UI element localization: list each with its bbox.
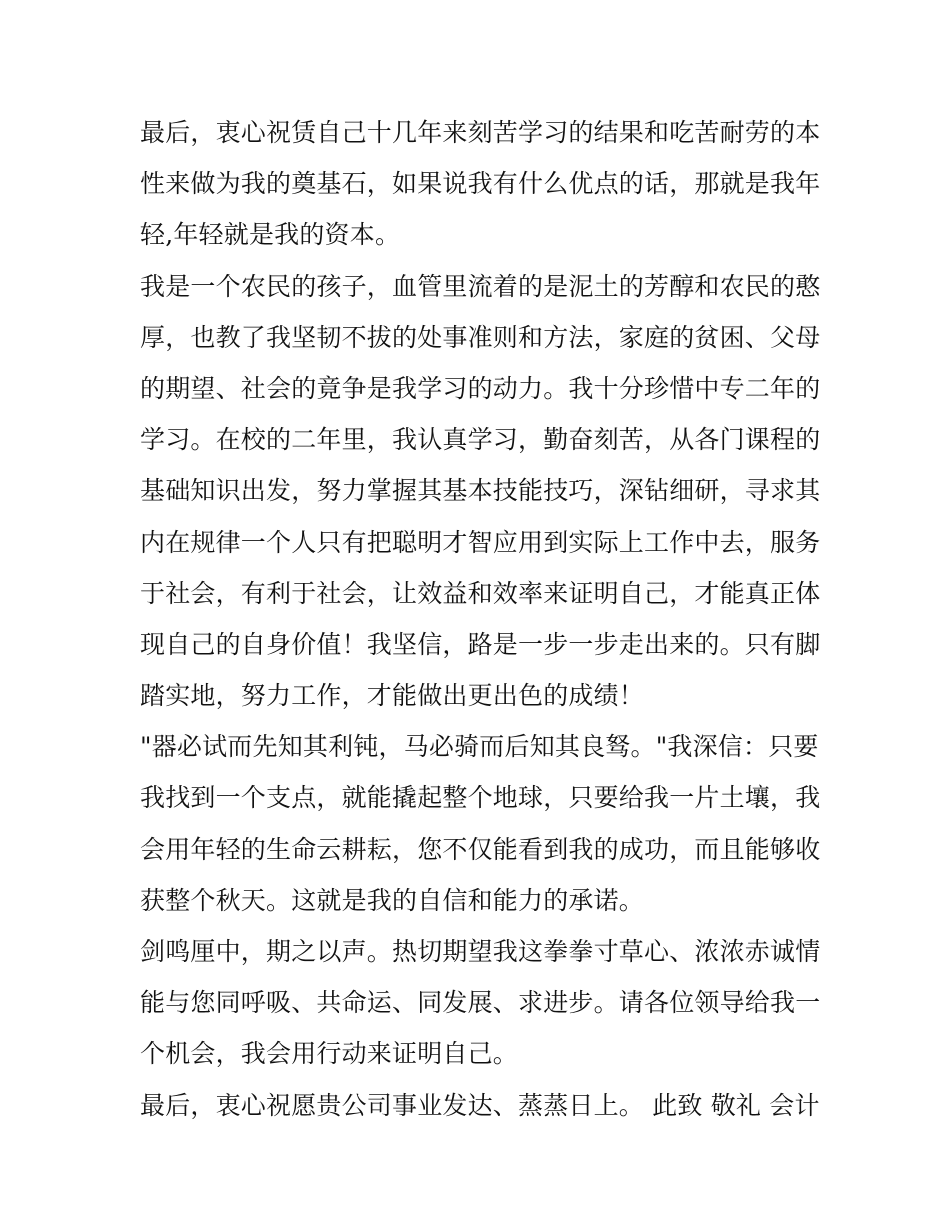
text-line: 内在规律一个人只有把聪明才智应用到实际上工作中去，服务 (140, 527, 821, 557)
text-line: 学习。在校的二年里，我认真学习，勤奋刻苦，从各门课程的 (140, 425, 821, 455)
text-line: "器必试而先知其利钝，马必骑而后知其良驽。"我深信：只要 (140, 732, 819, 762)
text-line: 我找到一个支点，就能撬起整个地球，只要给我一片土壤，我 (140, 783, 821, 813)
text-line: 会用年轻的生命云耕耘，您不仅能看到我的成功，而且能够收 (140, 834, 821, 864)
document-body (140, 107, 820, 1131)
text-line: 厚，也教了我坚韧不拔的处事准则和方法，家庭的贫困、父母 (140, 322, 821, 352)
text-line: 能与您同呼吸、共命运、同发展、求进步。请各位领导给我一 (140, 988, 821, 1018)
text-line: 剑鸣厘中，期之以声。热切期望我这拳拳寸草心、浓浓赤诚情 (140, 937, 821, 966)
text-line: 轻,年轻就是我的资本。 (140, 220, 401, 250)
text-line: 性来做为我的奠基石，如果说我有什么优点的话，那就是我年 (140, 169, 821, 199)
text-line: 的期望、社会的竟争是我学习的动力。我十分珍惜中专二年的 (140, 373, 821, 403)
text-line: 我是一个农民的孩子，血管里流着的是泥土的芳醇和农民的憨 (140, 271, 821, 301)
text-line: 最后，衷心祝愿贵公司事业发达、蒸蒸日上。 此致 敬礼 会计 (140, 1090, 820, 1120)
text-line: 获整个秋天。这就是我的自信和能力的承诺。 (140, 885, 645, 915)
text-line: 个机会，我会用行动来证明自己。 (140, 1039, 519, 1069)
text-line: 踏实地，努力工作，才能做出更出色的成绩！ (140, 681, 645, 711)
text-line: 现自己的自身价值！我坚信，路是一步一步走出来的。只有脚 (140, 629, 821, 659)
text-line: 最后，衷心祝赁自己十几年来刻苦学习的结果和吃苦耐劳的本 (140, 118, 821, 147)
text-line: 于社会，有利于社会，让效益和效率来证明自己，才能真正体 (140, 578, 821, 608)
text-line: 基础知识出发，努力掌握其基本技能技巧，深钻细研，寻求其 (140, 476, 821, 506)
